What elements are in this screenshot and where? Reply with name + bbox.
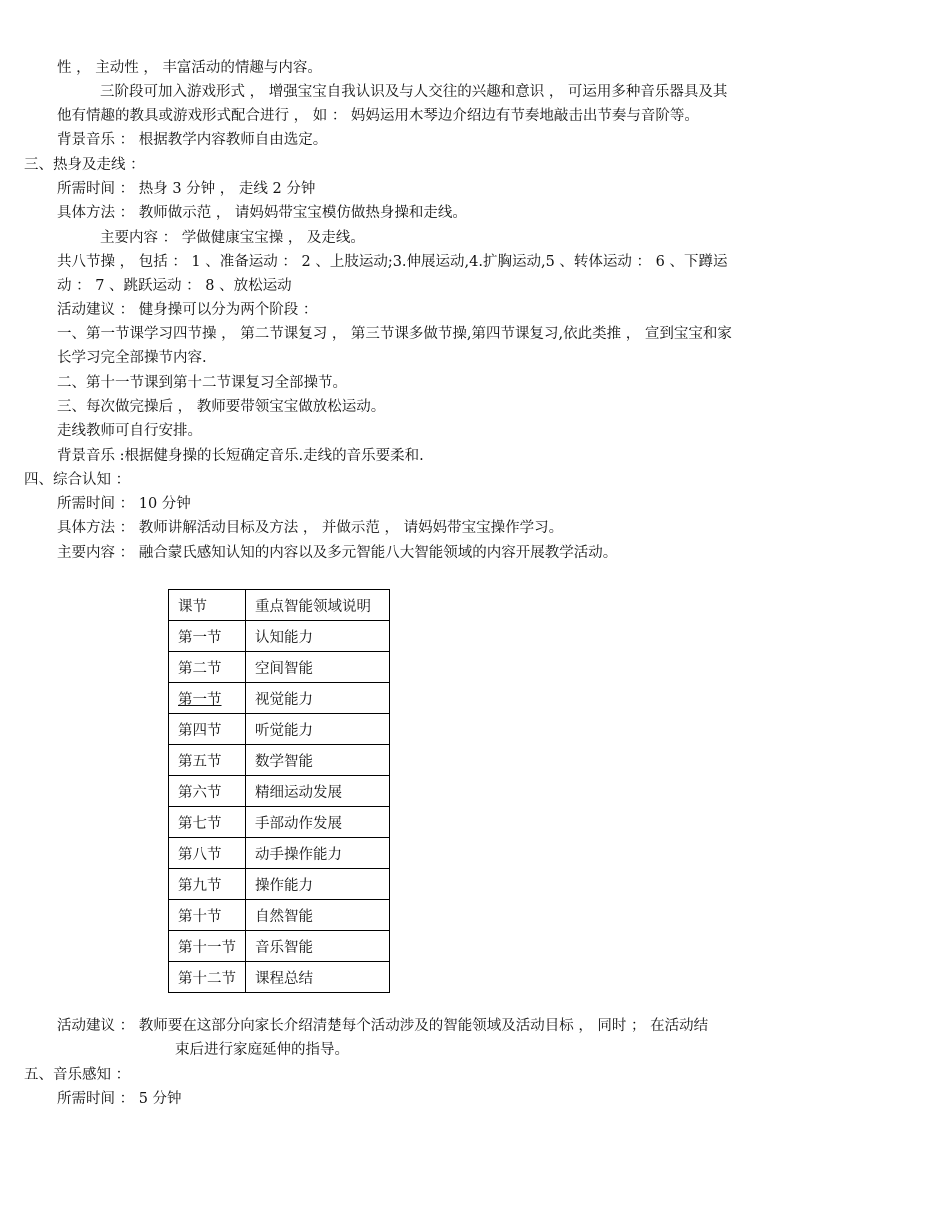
table-header-cell: 重点智能领域说明	[246, 590, 390, 621]
text-line: 所需时间 ： 5 分钟	[57, 1091, 182, 1107]
text-line: 他有情趣的教具或游戏形式配合进行 ， 如 ： 妈妈运用木琴边介绍边有节奏地敲击出节奏与音阶等。	[57, 108, 699, 124]
table-cell-focus: 数学智能	[246, 745, 390, 776]
table-row	[169, 621, 390, 652]
table-cell-session: 第二节	[169, 652, 246, 683]
text-line: 三、每次做完操后 ， 教师要带领宝宝做放松运动。	[57, 399, 386, 415]
section-heading: 五、音乐感知 ：	[24, 1067, 131, 1083]
table-cell-session: 第八节	[169, 838, 246, 869]
session-table	[168, 589, 390, 993]
table-cell-focus: 音乐智能	[246, 931, 390, 962]
table-cell-session: 第六节	[169, 776, 246, 807]
table-row	[169, 745, 390, 776]
table-cell-session: 第十节	[169, 900, 246, 931]
table-cell-session: 第五节	[169, 745, 246, 776]
table-row	[169, 962, 390, 993]
text-line: 具体方法 ： 教师做示范 ， 请妈妈带宝宝模仿做热身操和走线。	[57, 205, 467, 221]
text-line: 一、第一节课学习四节操 ， 第二节课复习 ， 第三节课多做节操,第四节课复习,依此类推 ， 宣到宝宝和家	[57, 326, 732, 342]
table-cell-session: 第十一节	[169, 931, 246, 962]
table-row	[169, 683, 390, 714]
text-line: 背景音乐 :根据健身操的长短确定音乐.走线的音乐要柔和.	[57, 448, 424, 464]
text-line: 所需时间 ： 热身 3 分钟 ， 走线 2 分钟	[57, 181, 316, 197]
table-cell-focus: 空间智能	[246, 652, 390, 683]
table-row	[169, 807, 390, 838]
text-line: 走线教师可自行安排。	[57, 423, 202, 439]
table-cell-session	[169, 683, 246, 714]
table-cell-focus: 操作能力	[246, 869, 390, 900]
table-row	[169, 776, 390, 807]
text-line: 动 ： 7 、跳跃运动 ： 8 、放松运动	[57, 278, 292, 294]
table-cell-focus: 认知能力	[246, 621, 390, 652]
table-cell-session: 第四节	[169, 714, 246, 745]
table-row	[169, 869, 390, 900]
table-row	[169, 931, 390, 962]
text-line: 背景音乐 ： 根据教学内容教师自由选定。	[57, 132, 328, 148]
table-row	[169, 900, 390, 931]
underlined-text: 第一节	[178, 691, 222, 708]
table-cell-focus: 自然智能	[246, 900, 390, 931]
text-line: 长学习完全部操节内容.	[57, 350, 207, 366]
table-header-cell: 课节	[169, 590, 246, 621]
table-cell-session: 第一节	[169, 621, 246, 652]
table-cell-focus: 听觉能力	[246, 714, 390, 745]
table-cell-focus: 精细运动发展	[246, 776, 390, 807]
text-line: 性 ， 主动性 ， 丰富活动的情趣与内容。	[57, 60, 322, 76]
text-line: 活动建议 ： 健身操可以分为两个阶段 ：	[57, 302, 318, 318]
table-cell-focus: 视觉能力	[246, 683, 390, 714]
table-cell-session: 第七节	[169, 807, 246, 838]
text-line: 所需时间 ： 10 分钟	[57, 496, 191, 512]
text-line: 束后进行家庭延伸的指导。	[175, 1042, 349, 1058]
table-cell-focus: 动手操作能力	[246, 838, 390, 869]
table-cell-session: 第十二节	[169, 962, 246, 993]
text-line: 主要内容 ： 学做健康宝宝操 ， 及走线。	[100, 230, 365, 246]
text-line: 二、第十一节课到第十二节课复习全部操节。	[57, 375, 347, 391]
text-line: 主要内容 ： 融合蒙氏感知认知的内容以及多元智能八大智能领域的内容开展教学活动。	[57, 545, 618, 561]
text-line: 活动建议 ： 教师要在这部分向家长介绍清楚每个活动涉及的智能领域及活动目标 ， 同时 ； 在活动结	[57, 1018, 709, 1034]
text-line: 三阶段可加入游戏形式 ， 增强宝宝自我认识及与人交往的兴趣和意识 ， 可运用多种音乐器具及其	[100, 84, 728, 100]
text-line: 具体方法 ： 教师讲解活动目标及方法 ， 并做示范 ， 请妈妈带宝宝操作学习。	[57, 520, 564, 536]
table-cell-focus: 手部动作发展	[246, 807, 390, 838]
table-row	[169, 652, 390, 683]
section-heading: 四、综合认知 ：	[24, 472, 131, 488]
table-row	[169, 714, 390, 745]
section-heading: 三、热身及走线 ：	[24, 157, 145, 173]
table-row	[169, 838, 390, 869]
table-cell-session: 第九节	[169, 869, 246, 900]
table-cell-focus: 课程总结	[246, 962, 390, 993]
text-line: 共八节操 ， 包括 ： 1 、准备运动 ： 2 、上肢运动;3.伸展运动,4.扩胸运动,5 、转体运动 ： 6 、下蹲运	[57, 254, 728, 270]
table-header-row	[169, 590, 390, 621]
